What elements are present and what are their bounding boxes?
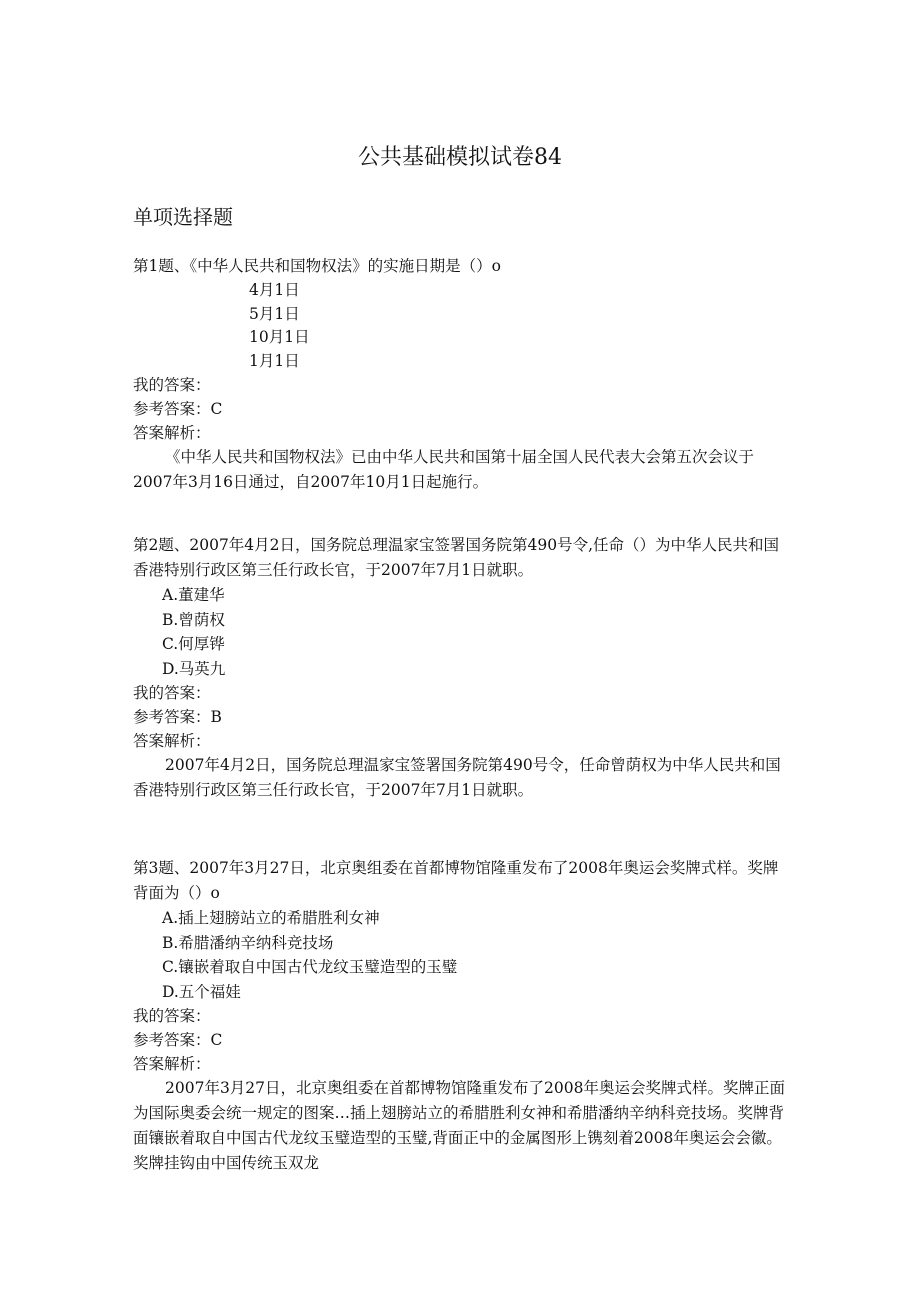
- analysis-label: 答案解析：: [133, 424, 211, 442]
- reference-answer: 参考答案：B: [133, 708, 222, 726]
- question-2: [133, 533, 793, 803]
- page-title: 公共基础模拟试卷84: [358, 145, 562, 170]
- question-stem: 第1题、《中华人民共和国物权法》的实施日期是（）o: [133, 257, 501, 275]
- question-1: [133, 254, 793, 495]
- question-stem: 第3题、2007年3月27日，北京奥组委在首都博物馆隆重发布了2008年奥运会奖牌式样。奖牌背面为（）o: [133, 859, 779, 902]
- explanation-text: 2007年4月2日，国务院总理温家宝签署国务院第490号令，任命曾荫权为中华人民共和国香港特别行政区第三任行政长官，于2007年7月1日就职。: [133, 756, 781, 799]
- my-answer-label: 我的答案：: [133, 376, 211, 394]
- analysis-label: 答案解析：: [133, 732, 211, 750]
- option-d: D.五个福娃: [162, 982, 241, 1001]
- option-a: A.插上翅膀站立的希腊胜利女神: [162, 909, 380, 927]
- my-answer-label: 我的答案：: [133, 684, 211, 702]
- option-a: A.董建华: [162, 586, 225, 604]
- option-b: B.希腊潘纳辛纳科竞技场: [162, 933, 334, 952]
- analysis-label: 答案解析：: [133, 1055, 211, 1073]
- my-answer-label: 我的答案：: [133, 1007, 211, 1025]
- reference-answer: 参考答案：C: [133, 1031, 223, 1049]
- option-2: 5月1日: [249, 304, 300, 323]
- option-d: D.马英九: [162, 659, 226, 678]
- explanation-text: 《中华人民共和国物权法》已由中华人民共和国第十届全国人民代表大会第五次会议于2007年3月16日通过，自2007年10月1日起施行。: [133, 448, 755, 491]
- option-1: 4月1日: [249, 281, 300, 299]
- reference-answer: 参考答案：C: [133, 400, 223, 418]
- option-b: B.曾荫权: [162, 610, 225, 629]
- option-c: C.何厚铧: [162, 635, 225, 653]
- explanation-text: 2007年3月27日，北京奥组委在首都博物馆隆重发布了2008年奥运会奖牌式样。奖牌正面为国际奥委会统一规定的图案…插上翅膀站立的希腊胜利女神和希腊潘纳辛纳科竞技场。奖牌背面镶嵌着取自中国古代龙纹玉璧造型的玉璧,背面正中的金属图形上镌刻着2008年奥运会会徽。奖牌挂钩由中国传统玉双龙: [133, 1079, 785, 1172]
- option-c: C.镶嵌着取自中国古代龙纹玉璧造型的玉璧: [162, 958, 458, 976]
- question-3: [133, 856, 793, 1176]
- question-stem: 第2题、2007年4月2日，国务院总理温家宝签署国务院第490号令,任命（）为中华人民共和国香港特别行政区第三任行政长官，于2007年7月1日就职。: [133, 536, 780, 579]
- option-3: 10月1日: [249, 328, 310, 346]
- option-4: 1月1日: [249, 351, 300, 370]
- section-heading: 单项选择题: [133, 205, 233, 229]
